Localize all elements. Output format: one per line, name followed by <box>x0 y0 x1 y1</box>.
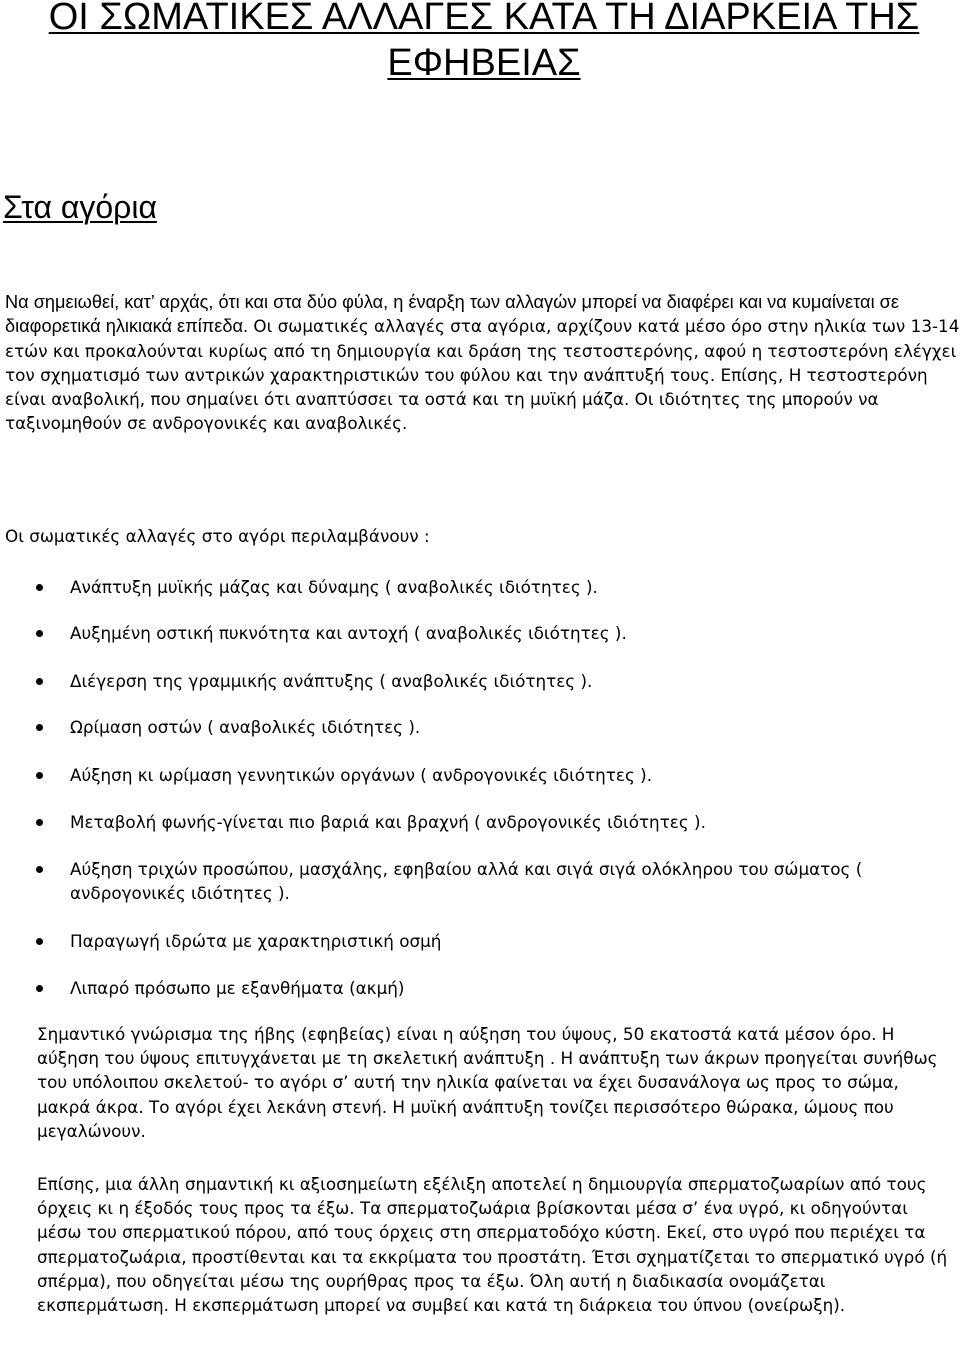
list-item-text: Ωρίμαση οστών ( αναβολικές ιδιότητες ). <box>70 717 421 737</box>
bullet-icon <box>36 678 43 685</box>
list-item-text: Αύξηση κι ωρίμαση γεννητικών οργάνων ( ανδρογονικές ιδιότητες ). <box>70 765 653 785</box>
bullet-icon <box>36 938 43 945</box>
bullet-icon <box>36 584 43 591</box>
list-item-text: Παραγωγή ιδρώτα με χαρακτηριστική οσμή <box>70 931 442 951</box>
bullet-icon <box>36 724 43 731</box>
list-item-text: Αυξημένη οστική πυκνότητα και αντοχή ( αναβολικές ιδιότητες ). <box>70 623 627 643</box>
height-paragraph: Σημαντικό γνώρισμα της ήβης (εφηβείας) είναι η αύξηση του ύψους, 50 εκατοστά κατά μέσον όρο. Η αύξηση του ύψους επιτυγχάνεται με τη σκελετική ανάπτυξη . Η ανάπτυξη των άκρων προηγείται συνήθως του υπόλοιπου σκελετού- το αγόρι σ’ αυτή την ηλικία φαίνεται να έχει δυσανάλογα ως προς το σώμα, μακρά άκρα. Το αγόρι έχει λεκάνη στενή. Η μυϊκή ανάπτυξη τονίζει περισσότερο θώρακα, ώμους που μεγαλώνουν. <box>37 1024 938 1141</box>
intro-paragraph <box>5 290 960 436</box>
document-title: ΟΙ ΣΩΜΑΤΙΚΕΣ ΑΛΛΑΓΕΣ ΚΑΤΑ ΤΗ ΔΙΑΡΚΕΙΑ ΤΗΣ ΕΦΗΒΕΙΑΣ <box>48 0 920 84</box>
intro-lead-text: Να σημειωθεί, κατ’ αρχάς, ότι και στα δύο φύλα, η έναρξη των αλλαγών μπορεί να διαφέρει και να κυμαίνεται σε διαφορετικά ηλικιακά επίπεδα. <box>5 292 899 337</box>
list-item-text: Λιπαρό πρόσωπο με εξανθήματα (ακμή) <box>70 978 405 998</box>
section-heading: Στα αγόρια <box>3 189 157 225</box>
bullet-icon <box>36 866 43 873</box>
sperm-paragraph: Επίσης, μια άλλη σημαντική κι αξιοσημείωτη εξέλιξη αποτελεί η δημιουργία σπερματοζωαρίων από τους όρχεις κι η έξοδός τους προς τα έξω. Τα σπερματοζωάρια βρίσκονται μέσα σ’ ένα υγρό, κι οδηγούνται μέσω του σπερματικού πόρου, από τους όρχεις στη σπερματοδόχο κύστη. Εκεί, στο υγρό που περιέχει τα σπερματοζωάρια, προστίθενται και τα εκκρίματα του προστάτη. Έτσι σχηματίζεται το σπερματικό υγρό (ή σπέρμα), που οδηγείται μέσω της ουρήθρας προς τα έξω. Όλη αυτή η διαδικασία ονομάζεται εκσπερμάτωση. Η εκσπερμάτωση μπορεί να συμβεί και κατά τη διάρκεια του ύπνου (ονείρωξη). <box>37 1174 948 1316</box>
bullet-icon <box>36 630 43 637</box>
list-item-text: Ανάπτυξη μυϊκής μάζας και δύναμης ( αναβολικές ιδιότητες ). <box>70 577 598 597</box>
list-item-text: Αύξηση τριχών προσώπου, μασχάλης, εφηβαίου αλλά και σιγά σιγά ολόκληρου του σώματος ( ανδρογονικές ιδιότητες ). <box>70 859 863 903</box>
list-item-text: Διέγερση της γραμμικής ανάπτυξης ( αναβολικές ιδιότητες ). <box>70 671 593 691</box>
bullet-icon <box>36 772 43 779</box>
list-intro: Οι σωματικές αλλαγές στο αγόρι περιλαμβάνουν : <box>5 526 430 546</box>
bullet-icon <box>36 985 43 992</box>
list-item-text: Μεταβολή φωνής-γίνεται πιο βαριά και βραχνή ( ανδρογονικές ιδιότητες ). <box>70 812 706 832</box>
intro-rest-text: Οι σωματικές αλλαγές στα αγόρια, αρχίζουν κατά μέσο όρο στην ηλικία των 13-14 ετών και προκαλούνται κυρίως από τη δημιουργία και δράση της τεστοστερόνης, αφού η τεστοστερόνη ελέγχει τον σχηματισμό των αντρικών χαρακτηριστικών του φύλου και την ανάπτυξή τους. Επίσης, Η τεστοστερόνη είναι αναβολική, που σημαίνει ότι αναπτύσσει τα οστά και τη μυϊκή μάζα. Οι ιδιότητες της μπορούν να ταξινομηθούν σε ανδρογονικές και αναβολικές. <box>5 316 960 434</box>
bullet-icon <box>36 819 43 826</box>
